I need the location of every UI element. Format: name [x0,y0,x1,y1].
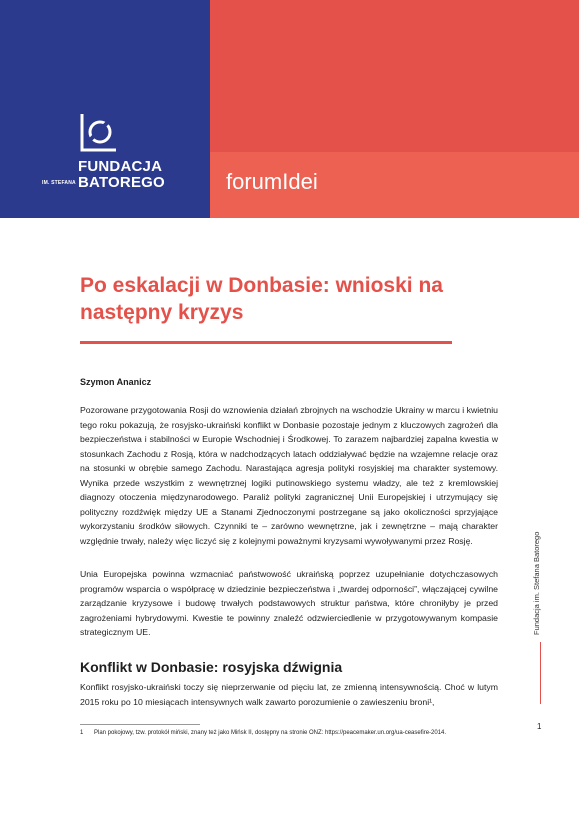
article-title: Po eskalacji w Donbasie: wnioski na następny kryzys [80,274,443,324]
paragraph-section-start: Konflikt rosyjsko-ukraiński toczy się nieprzerwanie od pięciu lat, ze zmienną intensywnością. Choć w lutym 2015 roku po 10 miesiącach intensywnych walk zawarto porozumienie o zawieszeniu broni¹, [80,682,498,707]
footnote-text: Plan pokojowy, tzw. protokół miński, znany też jako Mińsk II, dostępny na stronie ONZ: https://peacemaker.un.org/ua-ceasefire-2014. [94,730,447,736]
logo-text-im-stefana: IM. STEFANA [42,180,76,186]
page-number: 1 [537,722,542,731]
logo-text-batorego: BATOREGO [78,174,165,191]
section-heading: Konflikt w Donbasie: rosyjska dźwignia [80,659,343,675]
header-logo-panel [0,0,210,218]
article-author: Szymon Ananicz [80,377,152,387]
footnote-number: 1 [80,730,84,736]
brand-forumidei: forumIdei [226,169,318,194]
paragraph-intro: Pozorowane przygotowania Rosji do wznowienia działań zbrojnych na wschodzie Ukrainy w marcu i kwietniu tego roku pokazują, że rosyjsko-ukraiński konflikt w Donbasie pozostaje jednym z kluczowych zagrożeń dla bezpieczeństwa i stabilności w Europie Wschodniej i Środkowej. To zarazem najbardziej zapalna kwestia w stosunkach Zachodu z Rosją, która w nadchodzących latach oddziaływać będzie na wzajemne relacje oraz na stosunki w obrębie samego Zachodu. Narastająca agresja polityki rosyjskiej ma charakter systemowy. Wynika przede wszystkim z wewnętrznej logiki putinowskiego systemu władzy, ale też z kremlowskiej diagnozy otoczenia międzynarodowego. Paraliż polityki zagranicznej Unii Europejskiej i utrzymujący się polityczny rozdźwięk między UE a Stanami Zjednoczonymi postrzegane są jako okoliczności sprzyjające wykorzystaniu środków siłowych. Czynniki te – zarówno wewnętrzne, jak i zewnętrzne – mają charakter względnie trwały, należy więc liczyć się z kolejnymi poważnymi kryzysami wywoływanymi przez Rosję. [80,405,498,546]
foundation-logo-icon [78,112,120,154]
footnote-divider [80,724,200,725]
title-divider [80,341,452,344]
logo-text-fundacja: FUNDACJA [78,158,163,175]
paragraph-recommendation: Unia Europejska powinna wzmacniać państwowość ukraińską poprzez uzupełnianie dotychczasowych programów wsparcia o współpracę w dziedzinie bezpieczeństwa i „twardej odporności”, włączającej cywilne zarządzanie kryzysowe i budowę trwałych podstawowych struktur państwa, które chroniłyby je przed zagrożeniami hybrydowymi. Kwestie te powinny znaleźć odzwierciedlenie w przygotowywanym kompasie strategicznym UE. [80,569,498,637]
footnote [80,727,500,739]
side-accent-rule [540,642,541,704]
side-label: Fundacja im. Stefana Batorego [532,531,541,635]
